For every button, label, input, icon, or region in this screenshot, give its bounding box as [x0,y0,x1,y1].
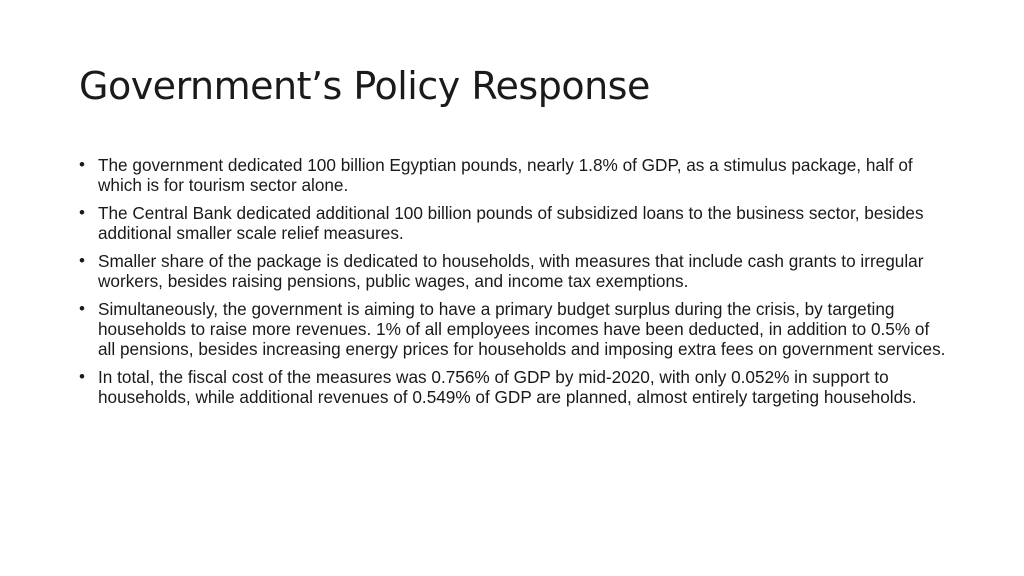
bullet-text: The government dedicated 100 billion Egyptian pounds, nearly 1.8% of GDP, as a stimulus package, half of which is for tourism sector alone. [98,155,913,195]
bullet-icon: • [79,251,85,270]
bullet-icon: • [79,203,85,222]
slide-title: Government’s Policy Response [79,64,650,108]
bullet-text: Simultaneously, the government is aiming to have a primary budget surplus during the crisis, by targeting households to raise more revenues. 1% of all employees incomes have been deducted, in addition to 0.5% of all pensions, besides increasing energy prices for households and imposing extra fees on government services. [98,299,946,359]
bullet-icon: • [79,155,85,174]
bullet-item-fiscal-cost [79,367,949,407]
bullet-item-central-bank [79,203,949,243]
bullet-icon: • [79,299,85,318]
bullet-list [79,155,949,415]
bullet-item-budget-surplus [79,299,949,359]
bullet-text: Smaller share of the package is dedicated to households, with measures that include cash grants to irregular workers, besides raising pensions, public wages, and income tax exemptions. [98,251,924,291]
bullet-item-stimulus [79,155,949,195]
bullet-item-households [79,251,949,291]
bullet-text: The Central Bank dedicated additional 100 billion pounds of subsidized loans to the business sector, besides additional smaller scale relief measures. [98,203,924,243]
bullet-icon: • [79,367,85,386]
bullet-text: In total, the fiscal cost of the measures was 0.756% of GDP by mid-2020, with only 0.052% in support to households, while additional revenues of 0.549% of GDP are planned, almost entirely targeting households. [98,367,917,407]
